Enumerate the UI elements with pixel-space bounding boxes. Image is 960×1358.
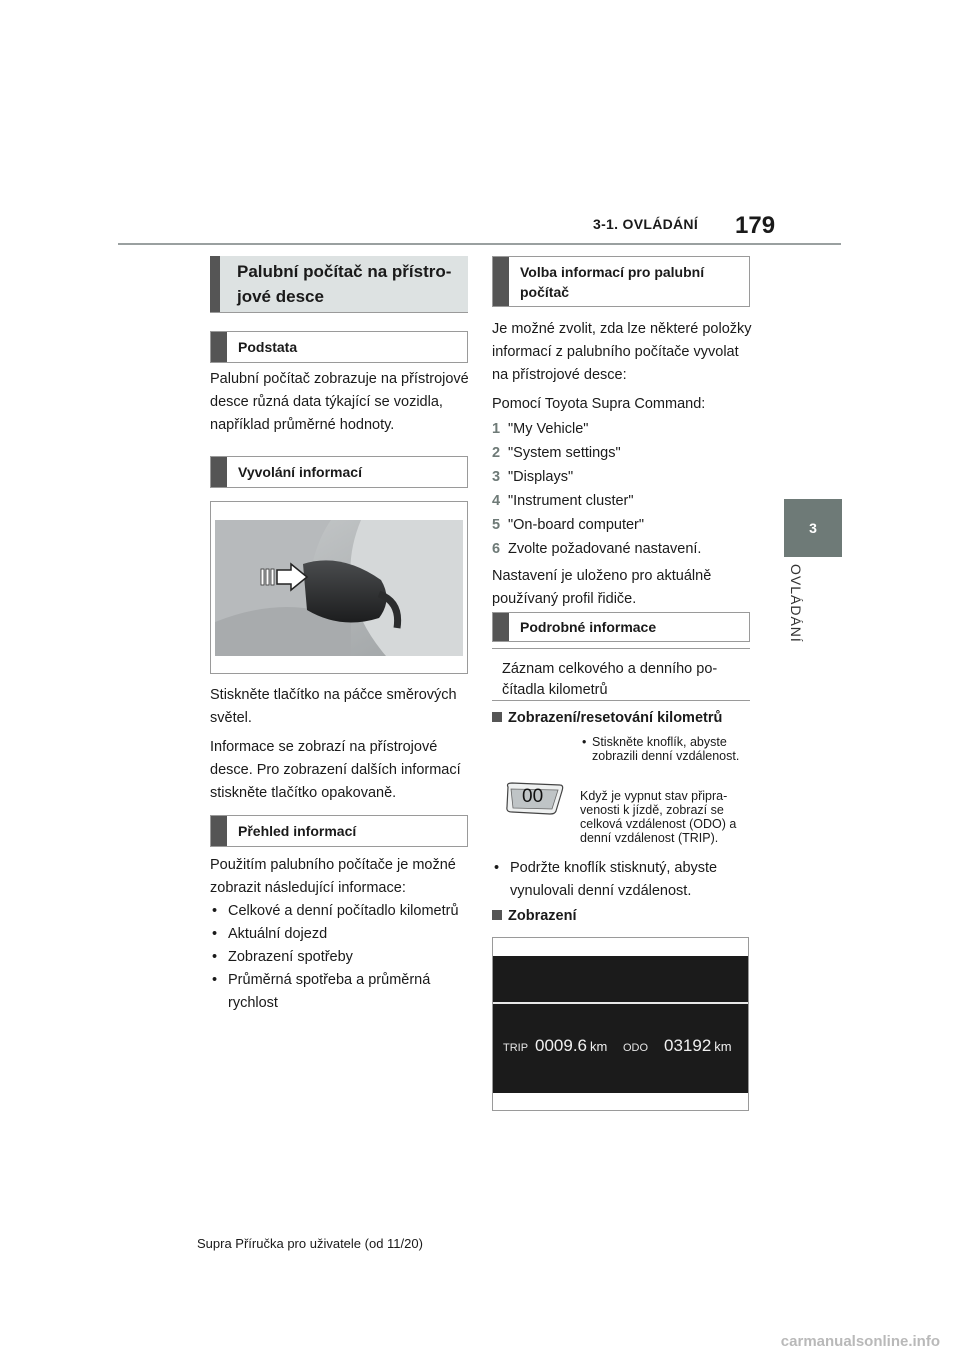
reset-note-2: Když je vypnut stav připravenosti k jízdě, zobrazí se celková vzdálenost (ODO) a denní vzdálenost (TRIP). [580,789,737,845]
prehled-list [210,900,472,1015]
page-number: 179 [735,212,776,239]
list-item: 1 "My Vehicle" [492,421,589,437]
turn-signal-stalk-image [211,502,467,673]
heading-vyvolani: Vyvolání informací [210,456,468,488]
reset-bullet [492,857,754,903]
list-item: 3 "Displays" [492,469,574,485]
chapter-label: OVLÁDÁNÍ [788,564,804,643]
list-item: • Podržte knoflík stisknutý, abyste vynulovali denní vzdálenost. [492,857,754,903]
volba-section [492,318,754,617]
heading-volba: Volba informací pro palubní počítač [492,256,750,307]
podstata-paragraph: Palubní počítač zobrazuje na přístrojové desce různá data týkající se vozidla, například průměrné hodnoty. [210,371,469,433]
watermark: carmanualsonline.info [780,1333,940,1350]
vyvolani-info: Informace se zobrazí na přístrojové desce. Pro zobrazení dalších informací stiskněte tlačítko opakovaně. [210,739,461,801]
cluster-display [493,956,748,1093]
section-title: 3-1. OVLÁDÁNÍ [593,216,699,232]
vyvolani-paragraph [210,684,472,811]
heading-prehled: Přehled informací [210,815,468,847]
list-item: 2 "System settings" [492,445,621,461]
list-item: 4 "Instrument cluster" [492,493,634,509]
heading-podrobne: Podrobné informace [492,612,750,642]
volba-outro: Nastavení je uloženo pro aktuálně používaný profil řidiče. [492,568,712,607]
main-heading: Palubní počítač na přístrojové desce [210,256,468,313]
stalk-button-illustration [210,501,468,674]
podrobne-box: Záznam celkového a denního počítadla kilometrů [492,648,750,701]
header-divider [118,243,841,245]
list-item: • Aktuální dojezd [210,923,472,946]
prehled-paragraph: Použitím palubního počítače je možné zobrazit následující informace: [210,857,456,896]
list-item: 6 Zvolte požadované nastavení. [492,541,702,557]
trip-label: TRIP [503,1042,529,1054]
settings-steps [492,418,754,561]
trip-button-illustration [504,781,564,820]
cluster-display-figure [492,937,749,1111]
prehled-section [210,854,472,1015]
list-item: • Průměrná spotřeba a průměrná rychlost [210,969,472,1015]
list-item: • Zobrazení spotřeby [210,946,472,969]
trip-value: 0009.6 km [535,1036,608,1055]
list-item: • Celkové a denní počítadlo kilometrů [210,900,472,923]
button-label: 00 [522,786,544,807]
odo-value: 03192 km [664,1036,732,1055]
heading-podstata: Podstata [210,331,468,363]
vyvolani-step: Stiskněte tlačítko na páčce směrových světel. [210,687,457,726]
footer-text: Supra Příručka pro uživatele (od 11/20) [197,1236,423,1251]
volba-intro: Pomocí Toyota Supra Command: [492,396,706,412]
subheading-zobrazeni: Zobrazení [492,908,576,924]
reset-note-1 [580,735,750,763]
chapter-tab: 3 [784,499,842,557]
volba-paragraph: Je možné zvolit, zda lze některé položky informací z palubního počítače vyvolat na přístrojové desce: [492,321,752,383]
list-item: 5 "On-board computer" [492,517,645,533]
subheading-reset: Zobrazení/resetování kilometrů [492,710,722,726]
odo-label: ODO [623,1042,649,1054]
list-item: • Stiskněte knoflík, abyste zobrazili denní vzdálenost. [580,735,750,763]
display-divider [493,1002,748,1004]
